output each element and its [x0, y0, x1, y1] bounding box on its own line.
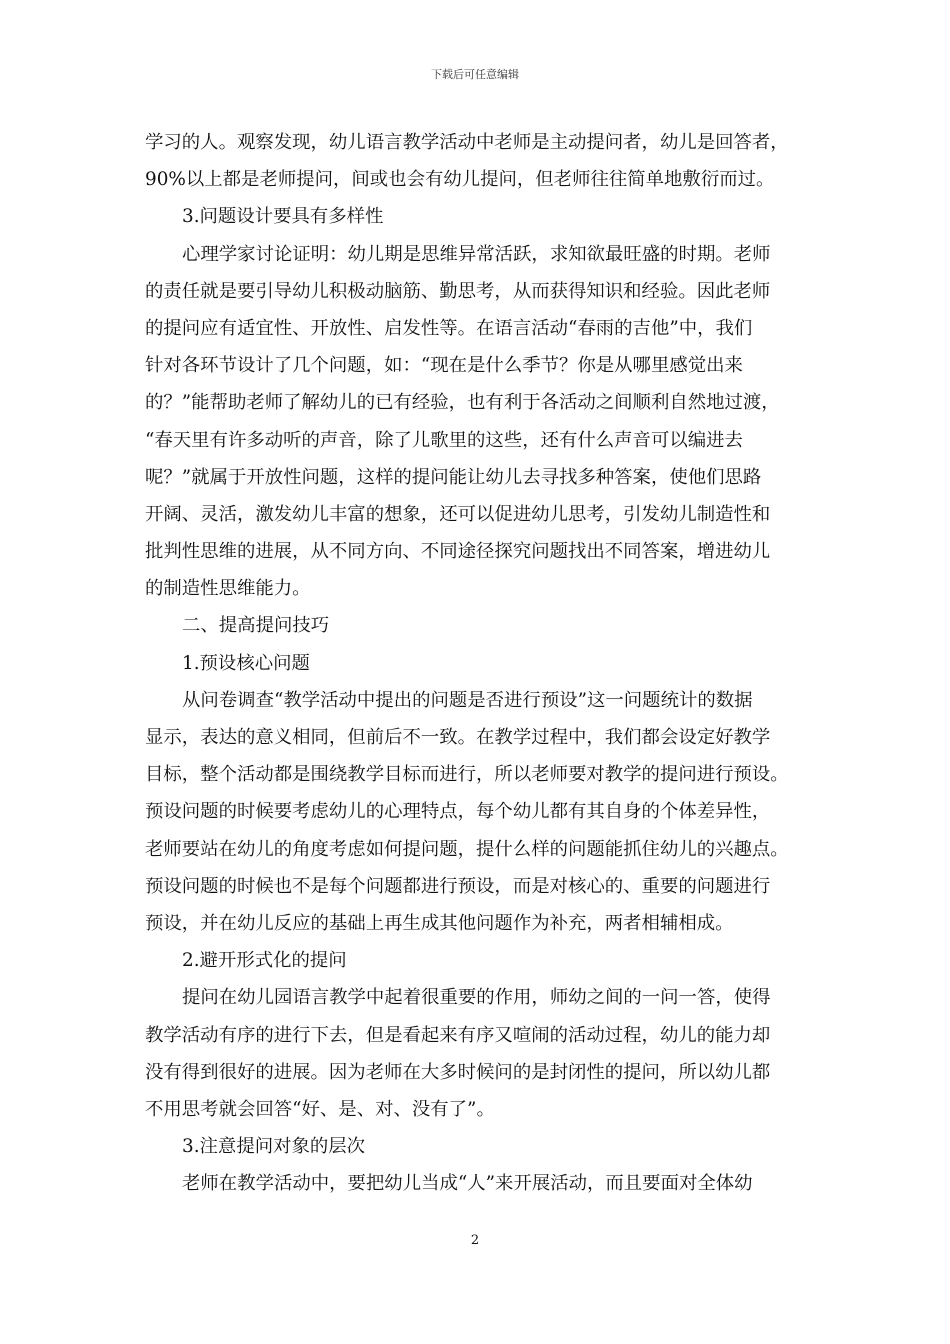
- text-line: 开阔、灵活，激发幼儿丰富的想象，还可以促进幼儿思考，引发幼儿制造性和: [145, 503, 771, 525]
- text-line: 教学活动有序的进行下去，但是看起来有序又喧闹的活动过程，幼儿的能力却: [145, 1024, 771, 1046]
- section-heading: 1.预设核心问题: [182, 652, 310, 674]
- text-line: 提问在幼儿园语言教学中起着很重要的作用，师幼之间的一问一答，使得: [182, 987, 771, 1009]
- text-line: 90%以上都是老师提问，间或也会有幼儿提问，但老师往往简单地敷衍而过。: [145, 169, 775, 191]
- page-header: 下载后可任意编辑: [431, 68, 519, 81]
- text-line: 批判性思维的进展，从不同方向、不同途径探究问题找出不同答案，增进幼儿: [145, 541, 771, 563]
- text-line: 老师在教学活动中，要把幼儿当成“人”来开展活动，而且要面对全体幼: [182, 1173, 753, 1195]
- section-heading: 2.避开形式化的提问: [182, 950, 347, 972]
- document-body: [145, 130, 810, 1208]
- text-line: 的提问应有适宜性、开放性、启发性等。在语言活动“春雨的吉他”中，我们: [145, 317, 753, 339]
- text-line: 预设问题的时候要考虑幼儿的心理特点，每个幼儿都有其自身的个体差异性，: [145, 801, 771, 823]
- section-heading: 3.注意提问对象的层次: [182, 1136, 366, 1158]
- text-line: 老师要站在幼儿的角度考虑如何提问题，提什么样的问题能抓住幼儿的兴趣点。: [145, 838, 789, 860]
- text-line: 没有得到很好的进展。因为老师在大多时候问的是封闭性的提问，所以幼儿都: [145, 1061, 771, 1083]
- text-line: 从问卷调查“教学活动中提出的问题是否进行预设”这一问题统计的数据: [182, 689, 753, 711]
- text-line: 的？”能帮助老师了解幼儿的已有经验，也有利于各活动之间顺利自然地过渡，: [145, 392, 780, 414]
- text-line: “春天里有许多动听的声音，除了儿歌里的这些，还有什么声音可以编进去: [145, 429, 743, 451]
- text-line: 呢？”就属于开放性问题，这样的提问能让幼儿去寻找多种答案，使他们思路: [145, 466, 762, 488]
- text-line: 不用思考就会回答“好、是、对、没有了”。: [145, 1098, 495, 1120]
- text-line: 预设，并在幼儿反应的基础上再生成其他问题作为补充，两者相辅相成。: [145, 912, 734, 934]
- text-line: 显示，表达的意义相同，但前后不一致。在教学过程中，我们都会设定好教学: [145, 727, 771, 748]
- text-line: 预设问题的时候也不是每个问题都进行预设，而是对核心的、重要的问题进行: [145, 875, 771, 897]
- section-heading: 二、提高提问技巧: [182, 615, 330, 637]
- section-heading: 3.问题设计要具有多样性: [182, 206, 384, 228]
- page-number: 2: [470, 1233, 480, 1248]
- text-line: 的责任就是要引导幼儿积极动脑筋、勤思考，从而获得知识和经验。因此老师: [145, 280, 771, 302]
- text-line: 心理学家讨论证明：幼儿期是思维异常活跃，求知欲最旺盛的时期。老师: [182, 243, 771, 265]
- text-line: 学习的人。观察发现，幼儿语言教学活动中老师是主动提问者，幼儿是回答者，: [145, 132, 789, 153]
- text-line: 目标，整个活动都是围绕教学目标而进行，所以老师要对教学的提问进行预设。: [145, 764, 789, 786]
- text-line: 针对各环节设计了几个问题，如：“现在是什么季节？你是从哪里感觉出来: [145, 355, 743, 377]
- text-line: 的制造性思维能力。: [145, 578, 311, 600]
